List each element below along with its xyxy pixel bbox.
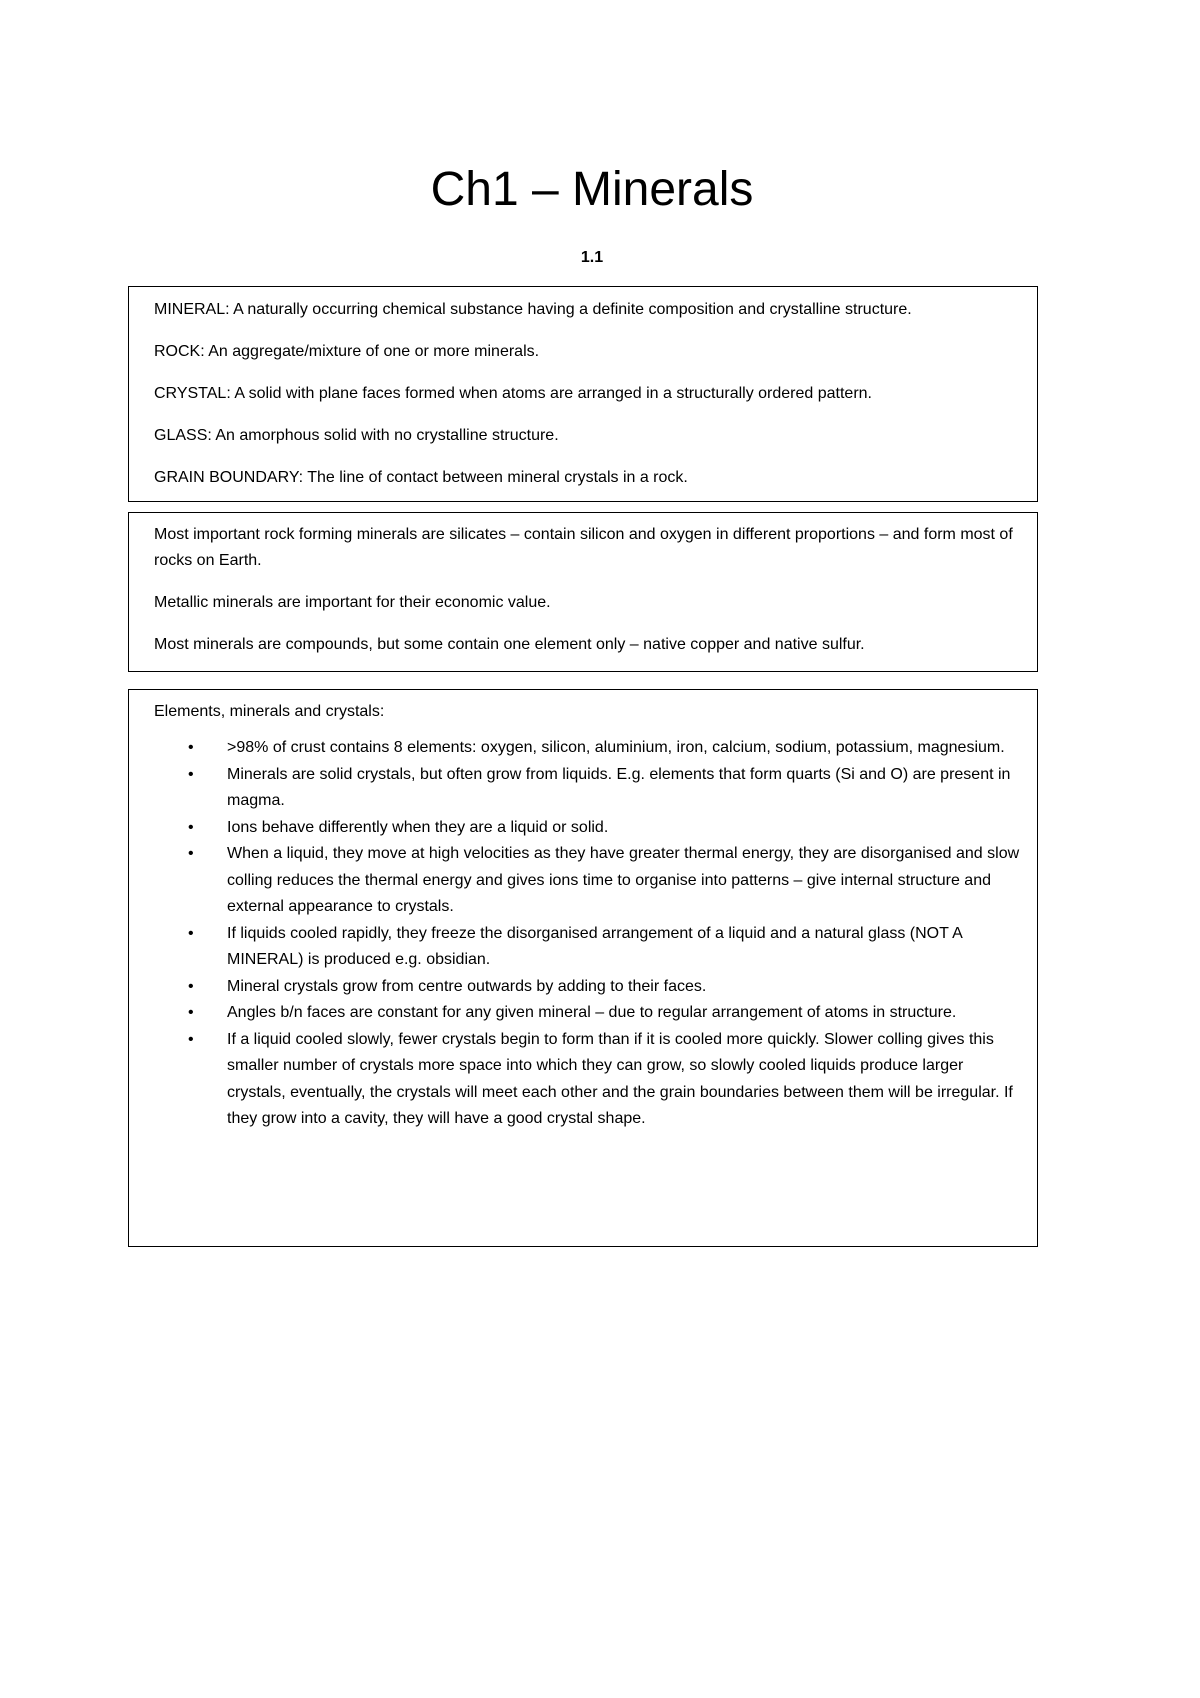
silicates-box: [128, 512, 1038, 672]
definition-text: An amorphous solid with no crystalline structure.: [211, 427, 559, 444]
bullet-icon: •: [188, 1030, 194, 1048]
definition-grain-boundary: [154, 465, 1023, 491]
list-item-text: >98% of crust contains 8 elements: oxygen, silicon, aluminium, iron, calcium, sodium, potassium, magnesium.: [227, 739, 1005, 756]
definition-rock: [154, 339, 1023, 365]
metallic-paragraph: Metallic minerals are important for their economic value.: [154, 594, 551, 611]
list-item: [154, 1000, 1023, 1027]
list-item: [154, 921, 1023, 974]
list-item: [154, 974, 1023, 1001]
bullet-icon: •: [188, 924, 194, 942]
bullet-icon: •: [188, 845, 194, 862]
bullet-icon: •: [188, 739, 194, 756]
definition-crystal: [154, 381, 1023, 407]
definition-text: A naturally occurring chemical substance having a definite composition and crystalline structure.: [229, 301, 912, 318]
list-item: [154, 1027, 1023, 1133]
list-item-text: Ions behave differently when they are a liquid or solid.: [227, 818, 609, 836]
silicates-paragraph: Most important rock forming minerals are silicates – contain silicon and oxygen in different proportions – and form most of rocks on Earth.: [154, 526, 1013, 569]
definition-term: MINERAL:: [154, 301, 230, 318]
list-item-text: Minerals are solid crystals, but often grow from liquids. E.g. elements that form quarts (Si and O) are present in magma.: [227, 765, 1011, 809]
definition-text: A solid with plane faces formed when atoms are arranged in a structurally ordered pattern.: [230, 385, 872, 402]
compounds-paragraph: Most minerals are compounds, but some contain one element only – native copper and native sulfur.: [154, 636, 865, 653]
elements-bullet-list: [154, 735, 1023, 1133]
definition-term: GRAIN BOUNDARY:: [154, 469, 304, 486]
section-number: 1.1: [580, 249, 604, 266]
bullet-icon: •: [188, 1004, 194, 1021]
definition-mineral: [154, 297, 1023, 323]
definition-glass: [154, 423, 1023, 449]
definition-term: GLASS:: [154, 427, 212, 444]
definitions-box: [128, 286, 1038, 502]
definition-text: An aggregate/mixture of one or more minerals.: [204, 343, 540, 360]
bullet-icon: •: [188, 765, 194, 783]
page-title: Ch1 – Minerals: [430, 163, 754, 216]
list-item-text: If liquids cooled rapidly, they freeze the disorganised arrangement of a liquid and a natural glass (NOT A MINERAL) is produced e.g. obsidian.: [227, 924, 962, 968]
list-item: [154, 841, 1023, 921]
list-item-text: Mineral crystals grow from centre outwards by adding to their faces.: [227, 977, 707, 995]
definition-term: CRYSTAL:: [154, 385, 231, 402]
definition-term: ROCK:: [154, 343, 205, 360]
list-item: [154, 735, 1023, 762]
elements-heading: Elements, minerals and crystals:: [154, 703, 385, 720]
list-item-text: Angles b/n faces are constant for any given mineral – due to regular arrangement of atoms in structure.: [227, 1004, 957, 1021]
elements-box: [128, 689, 1038, 1247]
definition-text: The line of contact between mineral crystals in a rock.: [303, 469, 688, 486]
bullet-icon: •: [188, 818, 194, 836]
list-item: [154, 815, 1023, 842]
list-item-text: When a liquid, they move at high velocities as they have greater thermal energy, they are disorganised and slow colling reduces the thermal energy and gives ions time to organise into patterns – give internal structure and external appearance to crystals.: [227, 845, 1020, 915]
list-item-text: If a liquid cooled slowly, fewer crystals begin to form than if it is cooled more quickly. Slower colling gives this smaller number of crystals more space into which they can grow, so slowly cooled liquids produce larger crystals, eventually, the crystals will meet each other and the grain boundaries between them will be irregular. If they grow into a cavity, they will have a good crystal shape.: [227, 1030, 1013, 1127]
bullet-icon: •: [188, 977, 194, 995]
list-item: [154, 762, 1023, 815]
